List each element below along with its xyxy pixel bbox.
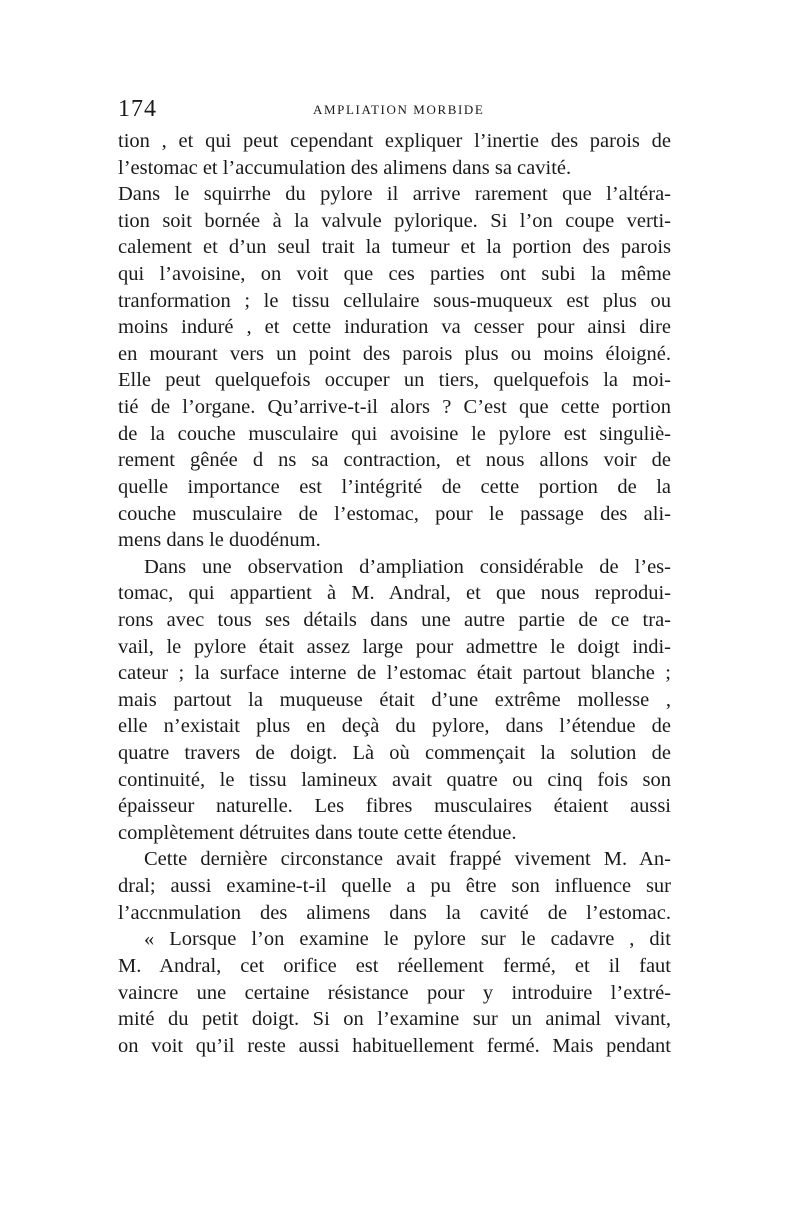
text-line: couche musculaire de l’estomac, pour le passage des ali- xyxy=(118,502,671,525)
text-line: épaisseur naturelle. Les fibres musculaires étaient aussi xyxy=(118,795,671,818)
text-line: tié de l’organe. Qu’arrive-t-il alors ? C’est que cette portion xyxy=(118,396,671,419)
text-line: rement gênée d ns sa contraction, et nous allons voir de xyxy=(118,449,671,472)
text-line: dral; aussi examine-t-il quelle a pu être son influence sur xyxy=(118,875,671,898)
text-line: on voit qu’il reste aussi habituellement fermé. Mais pendant xyxy=(118,1034,671,1057)
text-line: M. Andral, cet orifice est réellement fermé, et il faut xyxy=(118,954,671,977)
text-line: tion soit bornée à la valvule pylorique. Si l’on coupe verti- xyxy=(118,209,671,232)
text-line: l’estomac et l’accumulation des alimens dans sa cavité. xyxy=(118,156,572,179)
paragraph-first-line: Dans une observation d’ampliation considérable de l’es- xyxy=(144,555,671,578)
text-line: tion , et qui peut cependant expliquer l’inertie des parois de xyxy=(118,130,671,152)
text-line: vaincre une certaine résistance pour y introduire l’extré- xyxy=(118,981,671,1004)
text-line: cateur ; la surface interne de l’estomac était partout blanche ; xyxy=(118,662,671,685)
page-number: 174 xyxy=(118,96,157,122)
text-line: Dans le squirrhe du pylore il arrive rarement que l’altéra- xyxy=(118,183,671,206)
text-line: tomac, qui appartient à M. Andral, et que nous reprodui- xyxy=(118,582,671,605)
text-line: complètement détruites dans toute cette étendue. xyxy=(118,821,517,844)
text-line: mité du petit doigt. Si on l’examine sur un animal vivant, xyxy=(118,1008,671,1031)
text-line: quelle importance est l’intégrité de cette portion de la xyxy=(118,475,671,498)
text-line: de la couche musculaire qui avoisine le pylore est singuliè- xyxy=(118,422,671,445)
text-line: continuité, le tissu lamineux avait quatre ou cinq fois son xyxy=(118,768,671,791)
text-line: vail, le pylore était assez large pour admettre le doigt indi- xyxy=(118,635,671,658)
body-text xyxy=(118,128,671,1059)
text-line: en mourant vers un point des parois plus ou moins éloigné. xyxy=(118,342,671,365)
text-line: moins induré , et cette induration va cesser pour ainsi dire xyxy=(118,316,671,339)
text-line: Elle peut quelquefois occuper un tiers, quelquefois la moi- xyxy=(118,369,671,392)
quote-first-line: « Lorsque l’on examine le pylore sur le cadavre , dit xyxy=(144,928,671,951)
text-line: mais partout la muqueuse était d’une extrême mollesse , xyxy=(118,688,671,711)
page-header xyxy=(118,96,671,122)
paragraph-first-line: Cette dernière circonstance avait frappé vivement M. An- xyxy=(144,848,671,871)
text-line: l’accnmulation des alimens dans la cavité de l’estomac. xyxy=(118,901,671,924)
text-line: elle n’existait plus en deçà du pylore, dans l’étendue de xyxy=(118,715,671,738)
text-line: quatre travers de doigt. Là où commençait la solution de xyxy=(118,742,671,765)
running-head: AMPLIATION MORBIDE xyxy=(313,102,485,117)
text-line: qui l’avoisine, on voit que ces parties ont subi la même xyxy=(118,263,671,286)
text-line: mens dans le duodénum. xyxy=(118,529,321,552)
text-line: rons avec tous ses détails dans une autre partie de ce tra- xyxy=(118,608,671,631)
text-line: tranformation ; le tissu cellulaire sous-muqueux est plus ou xyxy=(118,289,671,312)
text-line: calement et d’un seul trait la tumeur et la portion des parois xyxy=(118,236,671,259)
